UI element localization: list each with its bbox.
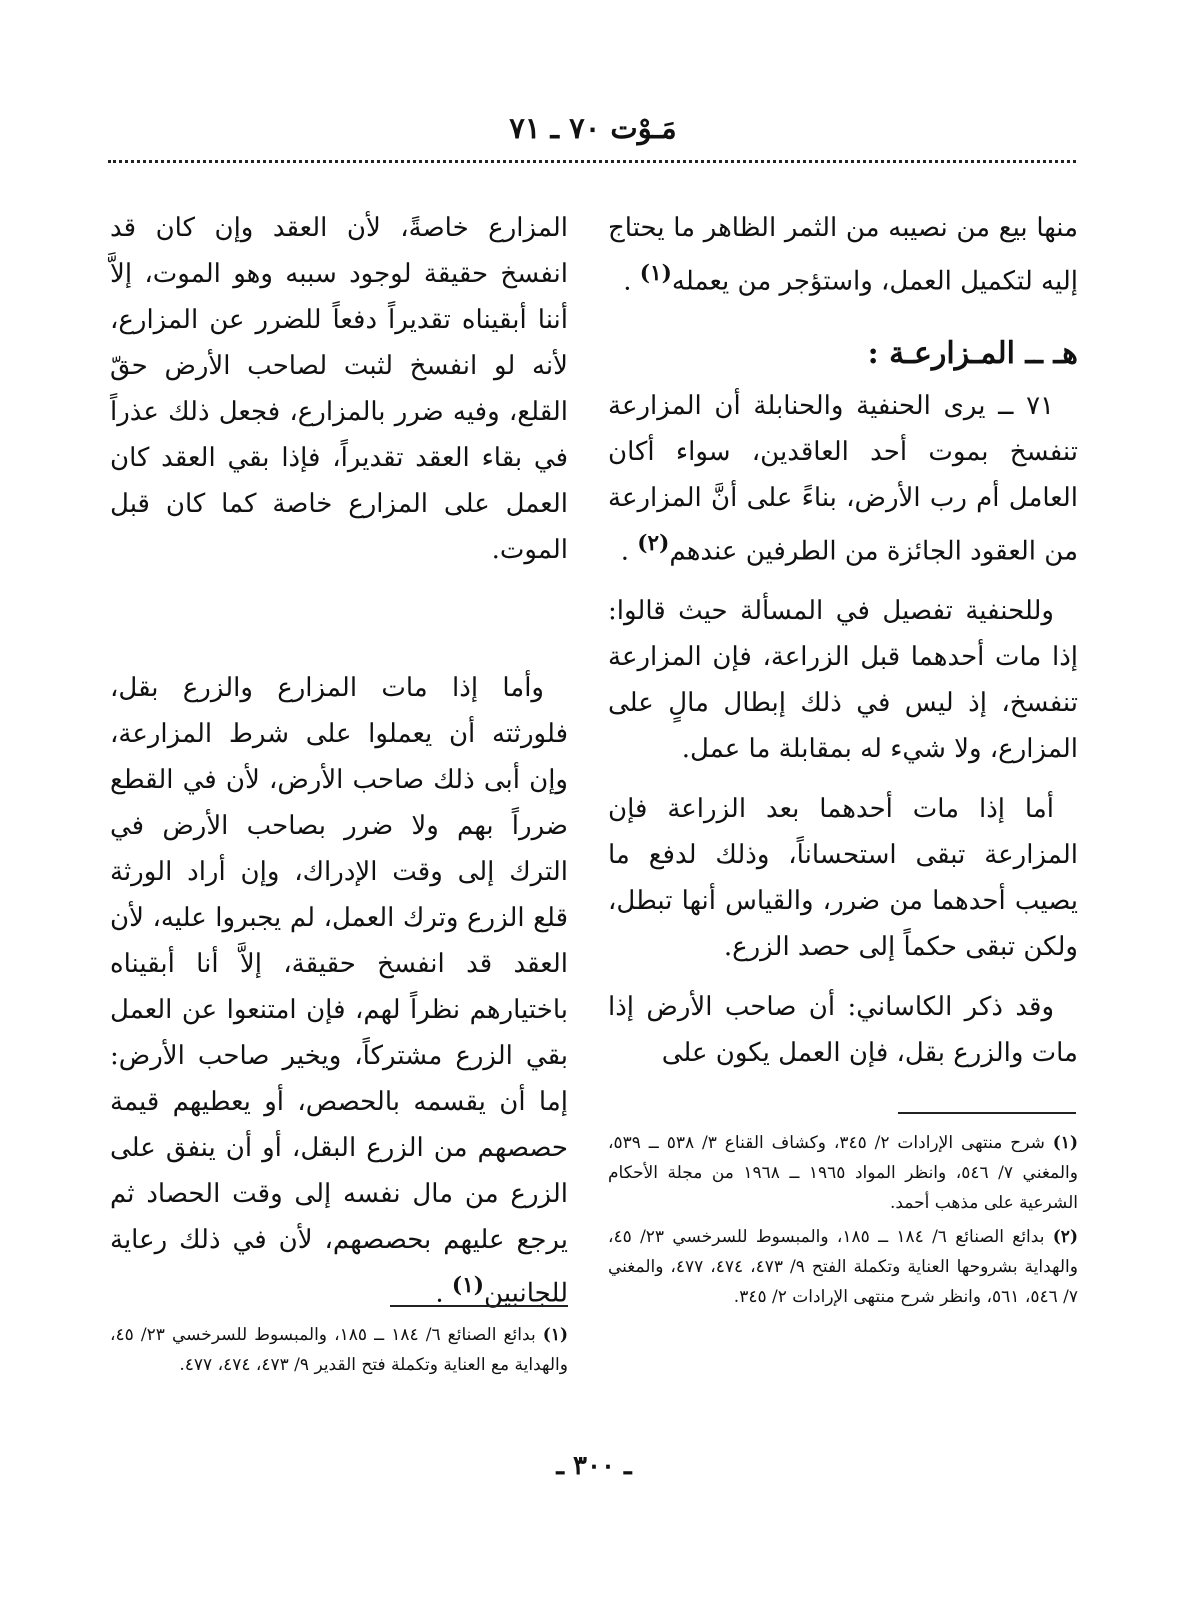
footnote bbox=[608, 1128, 1078, 1218]
footnote bbox=[608, 1222, 1078, 1312]
footnotes-right bbox=[608, 1128, 1078, 1316]
right-column bbox=[608, 205, 1078, 1076]
footnote-text: شرح منتهى الإرادات ٢/ ٣٤٥، وكشاف القناع ٣/ ٥٣٨ ــ ٥٣٩، والمغني ٧/ ٥٤٦، وانظر المواد ١٩٦٥ ــ ١٩٦٨ من مجلة الأحكام الشرعية على مذهب أحمد. bbox=[608, 1133, 1078, 1213]
section-heading: هـ ــ المـزارعـة : bbox=[867, 335, 1078, 371]
header-dotted-rule bbox=[108, 160, 1076, 163]
footnote-ref: (١) bbox=[639, 261, 672, 286]
paragraph: وللحنفية تفصيل في المسألة حيث قالوا: إذا مات أحدهما قبل الزراعة، فإن المزارعة تنفسخ، إذ ليس في ذلك إبطال مالٍ على المزارع، ولا شيء له بمقابلة ما عمل. bbox=[608, 596, 1078, 765]
paragraph: أما إذا مات أحدهما بعد الزراعة فإن المزارعة تبقى استحساناً، وذلك لدفع ما يصيب أحدهما من ضرر، والقياس أنها تبطل، ولكن تبقى حكماً إلى حصد الزرع. bbox=[608, 794, 1078, 963]
footnote-mark: (١) bbox=[1052, 1133, 1078, 1153]
footnote-ref: (١) bbox=[451, 1273, 485, 1298]
running-header: مَـوْت ٧٠ ـ ٧١ bbox=[509, 111, 677, 145]
footnote bbox=[110, 1320, 568, 1380]
page-number: ـ ٣٠٠ ـ bbox=[556, 1451, 632, 1481]
paragraph: المزارع خاصةً، لأن العقد وإن كان قد انفسخ حقيقة لوجود سببه وهو الموت، إلاَّ أننا أبقيناه تقديراً دفعاً للضرر عن المزارع، لأنه لو انفسخ لثبت لصاحب الأرض حقّ القلع، وفيه ضرر بالمزارع، فجعل ذلك عذراً في بقاء العقد تقديراً، فإذا بقي العقد كان العمل على المزارع خاصة كما كان قبل الموت. bbox=[110, 213, 568, 565]
footnotes-left bbox=[110, 1320, 568, 1384]
paragraph: وقد ذكر الكاساني: أن صاحب الأرض إذا مات والزرع بقل، فإن العمل يكون على bbox=[608, 992, 1078, 1069]
footnote-mark: (١) bbox=[542, 1325, 569, 1345]
footnote-rule bbox=[898, 1112, 1076, 1114]
paragraph-text: ٧١ ــ يرى الحنفية والحنابلة أن المزارعة تنفسخ بموت أحد العاقدين، سواء أكان العامل أم رب الأرض، بناءً على أنَّ المزارعة من العقود الجائزة من الطرفين عندهم bbox=[608, 390, 1078, 567]
paragraph-text: وأما إذا مات المزارع والزرع بقل، فلورثته أن يعملوا على شرط المزارعة، وإن أبى ذلك صاحب الأرض، لأن في القطع ضرراً بهم ولا ضرر بصاحب الأرض في الترك إلى وقت الإدراك، وإن أراد الورثة قلع الزرع وترك العمل، لم يجبروا عليه، لأن العقد قد انفسخ حقيقة، إلاَّ أنا أبقيناه باختيارهم نظراً لهم، فإن امتنعوا عن العمل بقي الزرع مشتركاً، ويخير صاحب الأرض: إما أن يقسمه بالحصص، أو يعطيهم قيمة حصصهم من الزرع البقل، أو أن ينفق على الزرع من مال نفسه إلى وقت الحصاد ثم يرجع عليهم بحصصهم، لأن في ذلك رعاية للجانبين bbox=[110, 673, 568, 1309]
paragraph-end: . bbox=[435, 1278, 452, 1309]
paragraph bbox=[608, 383, 1078, 575]
paragraph-end: . bbox=[620, 536, 638, 567]
footnote-ref: (٢) bbox=[637, 530, 670, 556]
footnote-mark: (٢) bbox=[1052, 1227, 1078, 1247]
footnote-text: بدائع الصنائع ٦/ ١٨٤ ــ ١٨٥، والمبسوط للسرخسي ٢٣/ ٤٥، والهداية بشروحها العناية وتكملة الفتح ٩/ ٤٧٣، ٤٧٤، ٤٧٧، والمغني ٧/ ٥٤٦، ٥٦١، وانظر شرح منتهى الإرادات ٢/ ٣٤٥. bbox=[608, 1227, 1078, 1307]
left-column bbox=[110, 205, 568, 1317]
footnote-text: بدائع الصنائع ٦/ ١٨٤ ــ ١٨٥، والمبسوط للسرخسي ٢٣/ ٤٥، والهداية مع العناية وتكملة فتح القدير ٩/ ٤٧٣، ٤٧٤، ٤٧٧. bbox=[110, 1325, 568, 1375]
footnote-rule bbox=[390, 1305, 568, 1307]
paragraph bbox=[608, 205, 1078, 305]
paragraph-text: منها بيع من نصيبه من الثمر الظاهر ما يحتاج إليه لتكميل العمل، واستؤجر من يعمله bbox=[608, 213, 1078, 297]
paragraph bbox=[110, 665, 568, 1317]
paragraph-end: . bbox=[623, 266, 640, 297]
